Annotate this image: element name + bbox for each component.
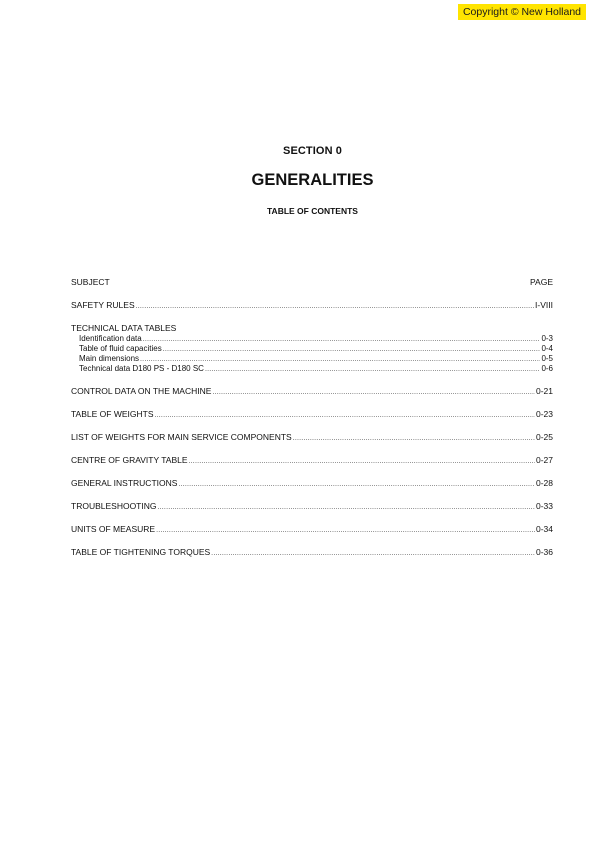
toc-entry-page: 0-25 — [535, 432, 553, 442]
toc-title: TABLE OF CONTENTS — [267, 206, 358, 216]
toc-entry-label: Identification data — [79, 334, 142, 343]
toc-entry-control-data[interactable] — [71, 386, 553, 397]
toc-entry-page: 0-3 — [541, 334, 553, 343]
toc-entry-page: 0-34 — [535, 524, 553, 534]
toc-entry-units-of-measure[interactable] — [71, 524, 553, 535]
toc-entry-label: TABLE OF TIGHTENING TORQUES — [71, 547, 211, 557]
dot-leader — [189, 456, 535, 467]
dot-leader — [156, 525, 535, 536]
toc-entry-troubleshooting[interactable] — [71, 501, 553, 512]
toc-group-technical-data — [71, 323, 553, 374]
dot-leader — [205, 365, 540, 375]
toc-entry-page: 0-21 — [535, 386, 553, 396]
toc-entry-page: 0-23 — [535, 409, 553, 419]
dot-leader — [178, 479, 535, 490]
toc-entry-page: 0-27 — [535, 455, 553, 465]
toc-entry-tightening-torques[interactable] — [71, 547, 553, 558]
toc-header — [71, 276, 553, 288]
dot-leader — [293, 433, 535, 444]
toc-entry-label: SAFETY RULES — [71, 300, 135, 310]
section-label: SECTION 0 — [283, 145, 342, 157]
toc-entry-page: 0-36 — [535, 547, 553, 557]
toc-group-safety — [71, 300, 553, 311]
toc-entry-label: CONTROL DATA ON THE MACHINE — [71, 386, 212, 396]
toc-entry-label: CENTRE OF GRAVITY TABLE — [71, 455, 188, 465]
toc-entry-general-instructions[interactable] — [71, 478, 553, 489]
toc-entry-label: LIST OF WEIGHTS FOR MAIN SERVICE COMPONENTS — [71, 432, 292, 442]
toc-group-heading: TECHNICAL DATA TABLES — [71, 323, 177, 333]
toc-entry-page: 0-33 — [535, 501, 553, 511]
toc-entry-label: TROUBLESHOOTING — [71, 501, 157, 511]
toc-group — [71, 455, 553, 466]
toc-subentry-technical-data-d180[interactable] — [71, 364, 553, 374]
subject-column-header: SUBJECT — [71, 277, 110, 287]
toc-entry-table-of-weights[interactable] — [71, 409, 553, 420]
page-title: GENERALITIES — [251, 171, 374, 189]
table-of-contents — [71, 276, 553, 570]
dot-leader — [157, 502, 535, 513]
dot-leader — [211, 548, 535, 559]
toc-entry-page: 0-5 — [541, 354, 553, 363]
dot-leader — [163, 345, 541, 355]
dot-leader — [136, 301, 534, 312]
dot-leader — [212, 387, 535, 398]
dot-leader — [155, 410, 535, 421]
toc-group — [71, 432, 553, 443]
toc-subentry-main-dimensions[interactable] — [71, 354, 553, 364]
copyright-badge: Copyright © New Holland — [458, 4, 586, 20]
toc-group — [71, 409, 553, 420]
toc-entry-centre-of-gravity[interactable] — [71, 455, 553, 466]
toc-entry-page: 0-28 — [535, 478, 553, 488]
toc-entry-label: TABLE OF WEIGHTS — [71, 409, 154, 419]
toc-entry-label: UNITS OF MEASURE — [71, 524, 156, 534]
toc-entry-page: I-VIII — [535, 300, 553, 310]
toc-entry-page: 0-4 — [541, 344, 553, 353]
toc-subentry-identification-data[interactable] — [71, 334, 553, 344]
toc-group — [71, 478, 553, 489]
toc-group — [71, 386, 553, 397]
page-column-header: PAGE — [530, 277, 553, 287]
toc-entry-safety-rules[interactable] — [71, 300, 553, 311]
toc-subentry-fluid-capacities[interactable] — [71, 344, 553, 354]
toc-entry-label: Technical data D180 PS - D180 SC — [79, 364, 204, 373]
toc-entry-label: GENERAL INSTRUCTIONS — [71, 478, 178, 488]
toc-group — [71, 547, 553, 558]
toc-group — [71, 524, 553, 535]
toc-entry-label: Table of fluid capacities — [79, 344, 162, 353]
toc-entry-list-of-weights[interactable] — [71, 432, 553, 443]
toc-entry-label: Main dimensions — [79, 354, 140, 363]
toc-group — [71, 501, 553, 512]
toc-entry-page: 0-6 — [541, 364, 553, 373]
dot-leader — [143, 335, 541, 345]
